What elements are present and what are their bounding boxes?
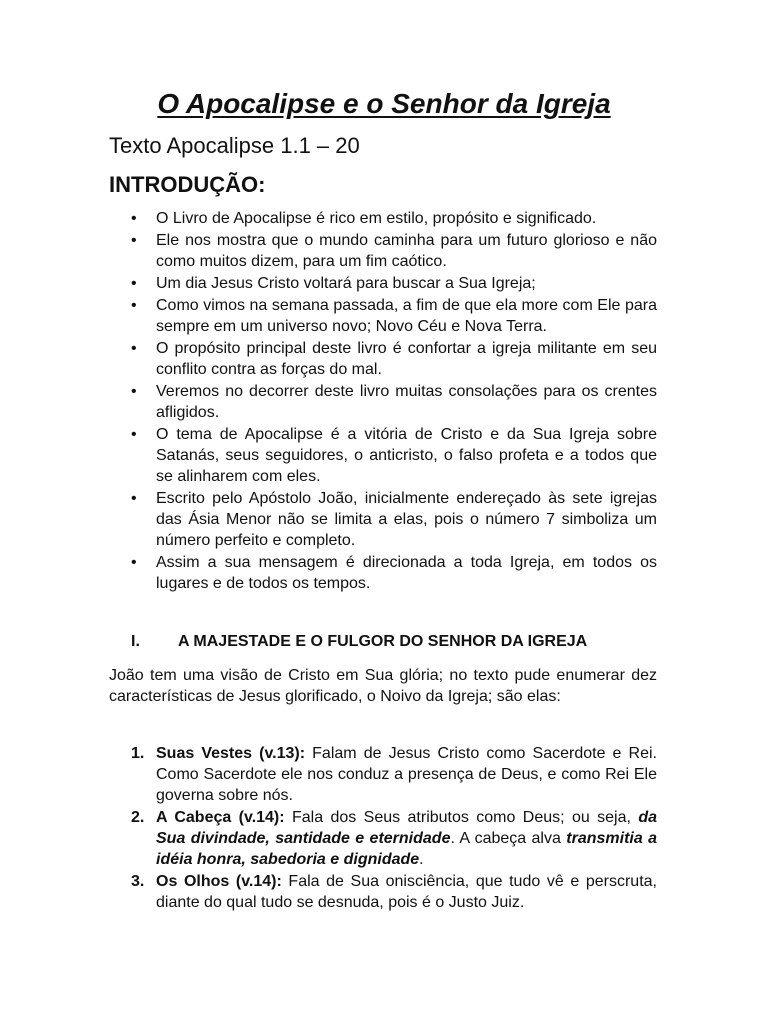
numbered-item — [131, 807, 657, 870]
item-label: Suas Vestes (v.13): — [156, 745, 306, 762]
section-heading — [131, 631, 587, 652]
list-item: • O propósito principal deste livro é confortar a igreja militante em seu conflito contra as forças do mal. — [131, 338, 657, 380]
item-emphasis: da Sua divindade, santidade e eternidade — [156, 809, 657, 847]
item-number: 1. — [131, 745, 145, 762]
item-text: Fala dos Seus atributos como Deus; ou seja, — [284, 809, 639, 826]
scripture-reference: Texto Apocalipse 1.1 – 20 — [109, 133, 360, 158]
item-number: 2. — [131, 809, 145, 826]
characteristics-list — [131, 743, 657, 914]
section-number: I. — [131, 633, 140, 650]
page-title: O Apocalipse e o Senhor da Igreja — [157, 88, 611, 119]
item-text: . A cabeça alva — [450, 830, 567, 847]
item-number: 3. — [131, 873, 145, 890]
numbered-item — [131, 871, 657, 913]
section-paragraph: João tem uma visão de Cristo em Sua glória; no texto pude enumerar dez características de Jesus glorificado, o Noivo da Igreja; são elas: — [109, 667, 657, 705]
item-emphasis: transmitia a idéia honra, sabedoria e dignidade — [156, 830, 658, 868]
list-item: • O Livro de Apocalipse é rico em estilo, propósito e significado. — [131, 208, 657, 229]
list-item: • Como vimos na semana passada, a fim de que ela more com Ele para sempre em um universo novo; Novo Céu e Nova Terra. — [131, 295, 657, 337]
list-item: • Veremos no decorrer deste livro muitas consolações para os crentes afligidos. — [131, 381, 657, 423]
section-title: A MAJESTADE E O FULGOR DO SENHOR DA IGREJA — [178, 633, 588, 650]
item-label: Os Olhos (v.14): — [156, 873, 282, 890]
list-item: • Escrito pelo Apóstolo João, inicialmente endereçado às sete igrejas das Ásia Menor não se limita a elas, pois o número 7 simboliza um número perfeito e completo. — [131, 488, 657, 551]
list-item: • Ele nos mostra que o mundo caminha para um futuro glorioso e não como muitos dizem, para um fim caótico. — [131, 230, 657, 272]
list-item: • O tema de Apocalipse é a vitória de Cristo e da Sua Igreja sobre Satanás, seus seguidores, o anticristo, o falso profeta e a todos que se alinharem com eles. — [131, 424, 657, 487]
list-item: • Um dia Jesus Cristo voltará para buscar a Sua Igreja; — [131, 273, 657, 294]
item-text: . — [419, 851, 424, 868]
intro-heading: INTRODUÇÃO: — [109, 172, 266, 197]
item-text: Fala de Sua onisciência, que tudo vê e perscruta, diante do qual tudo se desnuda, pois é o Justo Juiz. — [156, 873, 657, 911]
item-text: Falam de Jesus Cristo como Sacerdote e Rei. Como Sacerdote ele nos conduz a presença de Deus, e como Rei Ele governa sobre nós. — [156, 745, 657, 804]
item-label: A Cabeça (v.14): — [156, 809, 285, 826]
intro-bullet-list — [131, 208, 657, 595]
list-item: • Assim a sua mensagem é direcionada a toda Igreja, em todos os lugares e de todos os tempos. — [131, 552, 657, 594]
numbered-item — [131, 743, 657, 806]
